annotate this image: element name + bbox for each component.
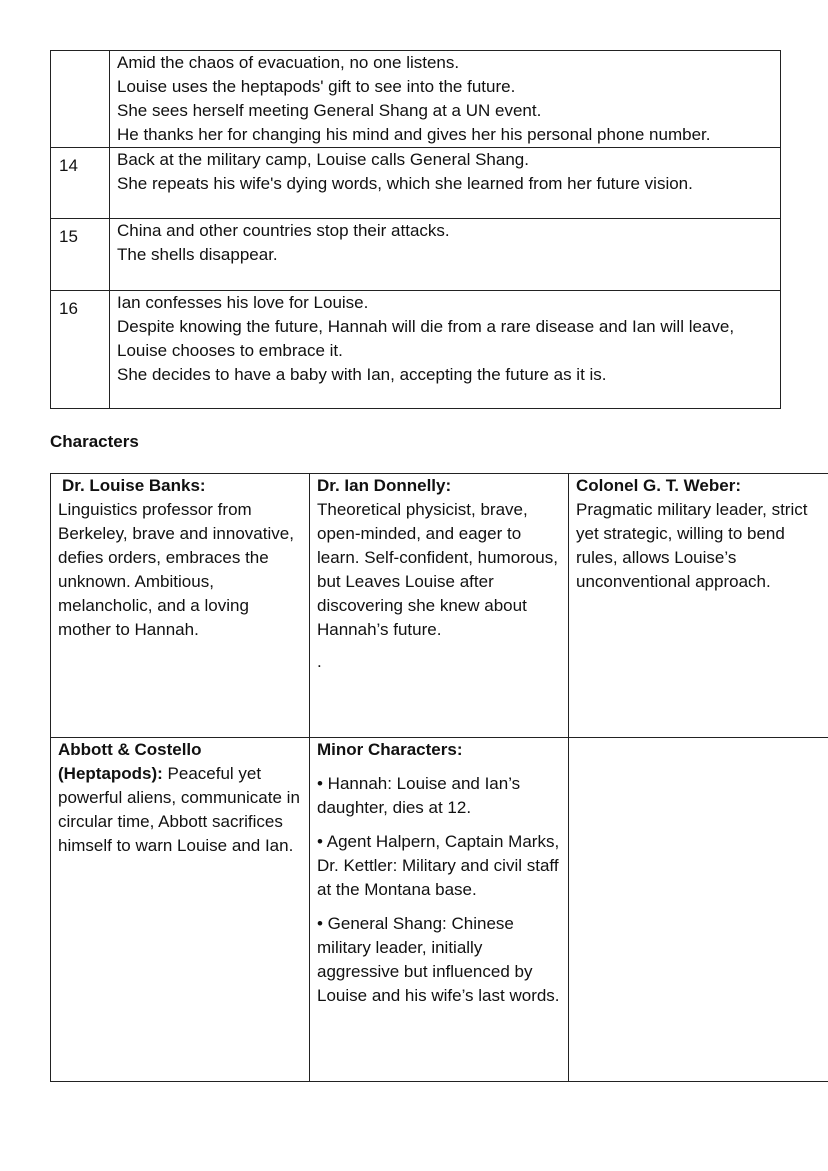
table-row (51, 51, 781, 148)
plot-line: Back at the military camp, Louise calls General Shang. (117, 150, 529, 169)
character-cell-weber (569, 474, 828, 738)
character-description: Linguistics professor from Berkeley, brave and innovative, defies orders, embraces the unknown. Ambitious, melancholic, and a loving mother to Hannah. (58, 500, 294, 639)
plot-line: The shells disappear. (117, 245, 278, 264)
empty-cell (569, 738, 828, 1082)
characters-heading: Characters (50, 432, 139, 451)
character-description: Theoretical physicist, brave, open-minded, and eager to learn. Self-confident, humorous, but Leaves Louise after discovering she knew about Hannah’s future. (317, 500, 558, 639)
trailing-period: . (317, 652, 322, 671)
table-row (51, 291, 781, 409)
row-text-cell (110, 219, 781, 291)
character-cell-ian (310, 474, 569, 738)
character-name: Minor Characters: (317, 740, 463, 759)
plot-line: China and other countries stop their attacks. (117, 221, 450, 240)
character-name: Dr. Louise Banks: (62, 476, 206, 495)
row-number-cell (51, 219, 110, 291)
row-text-cell (110, 51, 781, 148)
table-row (51, 219, 781, 291)
row-number: 14 (59, 156, 78, 175)
row-number-cell (51, 51, 110, 148)
row-text-cell (110, 291, 781, 409)
character-name: Abbott & Costello (Heptapods): (58, 740, 202, 783)
row-number (51, 51, 109, 57)
plot-line: Amid the chaos of evacuation, no one listens. (117, 53, 460, 72)
row-number: 15 (59, 227, 78, 246)
character-cell-louise (51, 474, 310, 738)
row-number: 16 (59, 299, 78, 318)
list-item: • Agent Halpern, Captain Marks, Dr. Kettler: Military and civil staff at the Montana base. (317, 832, 560, 899)
plot-line: Ian confesses his love for Louise. (117, 293, 369, 312)
characters-table (50, 473, 828, 1082)
list-item: • General Shang: Chinese military leader, initially aggressive but influenced by Louise and his wife’s last words. (317, 914, 560, 1005)
character-description: Peaceful yet powerful aliens, communicate in circular time, Abbott sacrifices himself to warn Louise and Ian. (58, 764, 300, 855)
plot-line: She sees herself meeting General Shang at a UN event. (117, 101, 542, 120)
plot-table (50, 50, 781, 409)
list-item: • Hannah: Louise and Ian’s daughter, dies at 12. (317, 774, 521, 817)
character-cell-heptapods (51, 738, 310, 1082)
character-name: Colonel G. T. Weber: (576, 476, 741, 495)
plot-line: Louise uses the heptapods' gift to see into the future. (117, 77, 516, 96)
plot-line: He thanks her for changing his mind and gives her his personal phone number. (117, 125, 711, 144)
row-number-cell (51, 148, 110, 219)
table-row (51, 474, 828, 738)
row-number-cell (51, 291, 110, 409)
character-name: Dr. Ian Donnelly: (317, 476, 452, 495)
table-row (51, 738, 828, 1082)
row-text-cell (110, 148, 781, 219)
character-description: Pragmatic military leader, strict yet strategic, willing to bend rules, allows Louise’s unconventional approach. (576, 500, 808, 591)
plot-line: She repeats his wife's dying words, which she learned from her future vision. (117, 174, 693, 193)
character-cell-minor (310, 738, 569, 1082)
plot-line: She decides to have a baby with Ian, accepting the future as it is. (117, 365, 607, 384)
plot-line: Despite knowing the future, Hannah will die from a rare disease and Ian will leave, Louise chooses to embrace it. (117, 317, 735, 360)
table-row (51, 148, 781, 219)
